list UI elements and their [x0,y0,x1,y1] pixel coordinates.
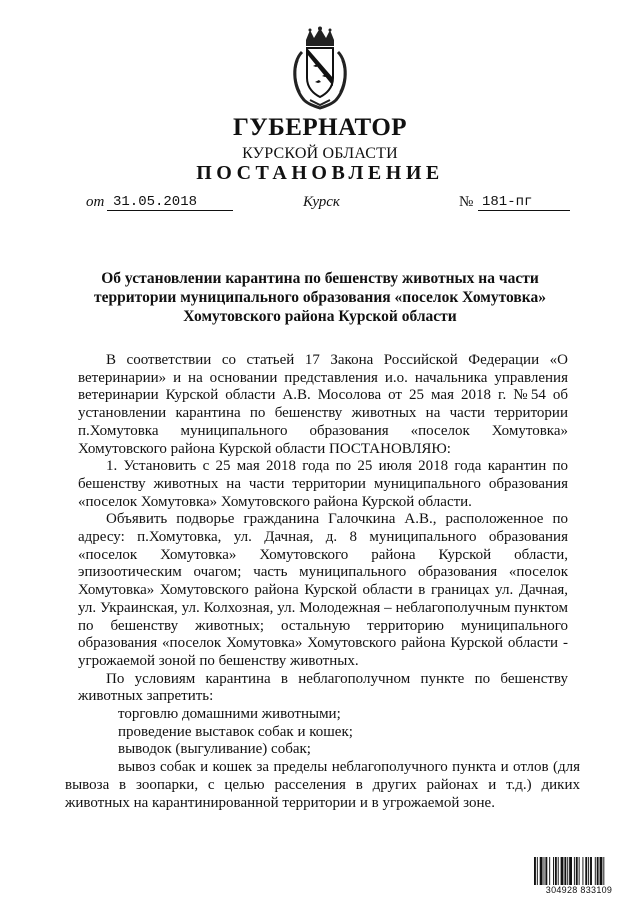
barcode-bar [549,857,550,885]
restriction-list-item: выводок (выгуливание) собак; [118,741,311,758]
coat-of-arms-icon [288,26,352,110]
body-paragraph-export: вывоз собак и кошек за пределы неблагополучного пункта и отлов (для вывоза в зоопарки, с целью расселения в других районах и т.д.) диких животных на карантинированной территории и в угрожаемой зоне. [65,759,580,811]
body-paragraph-restrictions: По условиям карантина в неблагополучном пункте по бешенству животных запретить: [78,670,568,705]
barcode-bar [537,857,538,885]
barcode-bar [569,857,572,885]
barcode-bar [585,857,587,885]
document-number: 181-пг [478,194,570,211]
barcode-bar [588,857,589,885]
barcode [534,857,624,897]
barcode-bar [590,857,592,885]
number-prefix: № [459,194,474,210]
body-paragraph-point-1: 1. Установить с 25 мая 2018 года по 25 июля 2018 года карантин по бешенству животных на части территории муниципального образования «поселок Хомутовка» Хомутовского района Курской области. [78,458,568,510]
barcode-bar [555,857,557,885]
barcode-bar [553,857,554,885]
heading-line: Хомутовского района Курской области [183,308,457,325]
restriction-list-item: проведение выставок собак и кошек; [118,723,353,740]
barcode-bar [558,857,559,885]
document-city: Курск [303,194,340,210]
barcode-bar [582,857,583,885]
barcode-bar [564,857,566,885]
document-heading [90,269,550,326]
barcode-bar [603,857,604,885]
governor-title: ГУБЕРНАТОР [232,114,408,141]
region-subtitle: КУРСКОЙ ОБЛАСТИ [242,145,398,162]
barcode-bar [574,857,575,885]
barcode-bar [561,857,564,885]
barcode-bar [534,857,536,885]
barcode-number: 304928 833109 [545,885,613,895]
barcode-bar [579,857,580,885]
document-body [65,352,580,812]
date-prefix: от [86,194,105,210]
barcode-bar [540,857,543,885]
barcode-bar [545,857,547,885]
barcode-bar [567,857,568,885]
body-paragraph-intro: В соответствии со статьей 17 Закона Российской Федерации «О ветеринарии» и на основании представления и.о. начальника управления ветеринарии Курской области А.В. Мосолова от 25 мая 2018 г. №54 об установлении карантина по бешенству животных на части территории п.Хомутовка муниципального образования «поселок Хомутовка» Хомутовского района Курской области ПОСТАНОВЛЯЮ: [78,352,568,457]
heading-line: территории муниципального образования «поселок Хомутовка» [94,289,546,306]
restriction-list-item: торговлю домашними животными; [118,706,341,723]
barcode-bar [600,857,603,885]
body-paragraph-outbreak: Объявить подворье гражданина Галочкина А.В., расположенное по адресу: п.Хомутовка, ул. Дачная, д. 8 муниципального образования «поселок Хомутовка» Хомутовского района Курской области, эпизоотическим очагом; часть муниципального образования «поселок Хомутовка» Хомутовского района Курской области в границах ул. Дачная, ул. Украинская, ул. Колхозная, ул. Молодежная – неблагополучным пунктом по бешенству животных; остальную территорию муниципального образования «поселок Хомутовка» Хомутовского района Курской области - угрожаемой зоной по бешенству животных. [78,511,568,669]
document-type-title: ПОСТАНОВЛЕНИЕ [196,162,444,184]
barcode-bar [544,857,545,885]
barcode-icon [534,857,624,885]
document-date: 31.05.2018 [107,194,233,211]
barcode-bar [595,857,596,885]
barcode-bar [576,857,578,885]
barcode-bar [597,857,599,885]
heading-line: Об установлении карантина по бешенству животных на части [101,270,539,287]
